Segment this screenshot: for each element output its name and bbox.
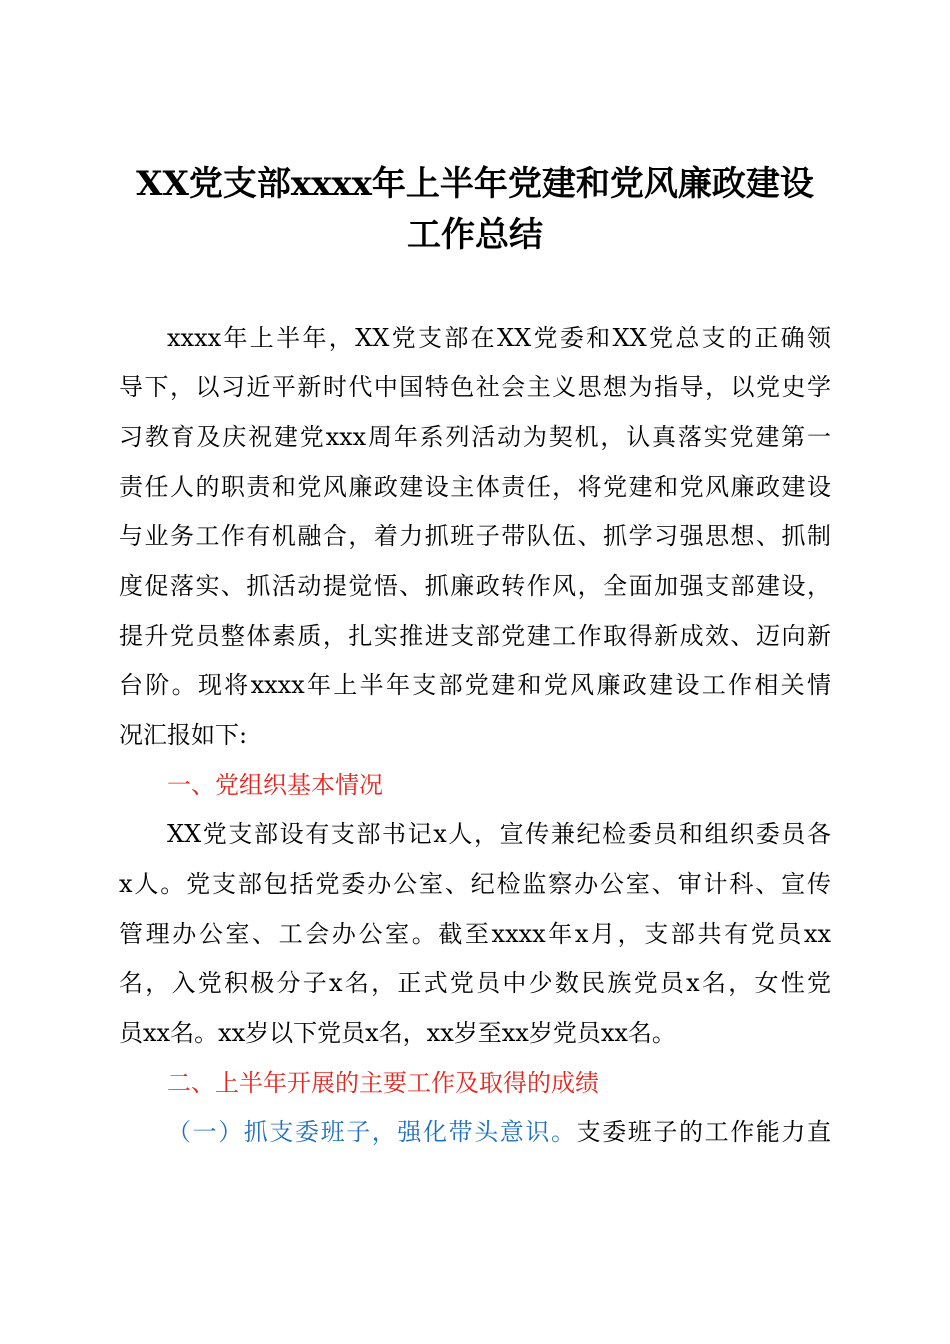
- document-title-line-2: 工作总结: [407, 215, 543, 255]
- section1-line: 名，入党积极分子x名，正式党员中少数民族党员x名，女性党: [119, 969, 831, 997]
- intro-line: 导下，以习近平新时代中国特色社会主义思想为指导，以党史学: [119, 373, 831, 401]
- section1-line: 员xx名。xx岁以下党员x名，xx岁至xx岁党员xx名。: [119, 1019, 676, 1047]
- document-title-line-1: XX党支部xxxx年上半年党建和党风廉政建设: [136, 164, 814, 204]
- section-heading-1: 一、党组织基本情况: [167, 771, 383, 799]
- section1-line: 管理办公室、工会办公室。截至xxxx年x月，支部共有党员xx: [119, 920, 831, 948]
- section1-line: x人。党支部包括党委办公室、纪检监察办公室、审计科、宣传: [119, 870, 831, 898]
- subsection-1-text: 支委班子的工作能力直: [576, 1118, 832, 1146]
- subsection-1-line: [167, 1115, 831, 1149]
- section1-line: XX党支部设有支部书记x人，宣传兼纪检委员和组织委员各: [167, 820, 831, 848]
- intro-line: 况汇报如下:: [119, 721, 248, 749]
- intro-line: 提升党员整体素质，扎实推进支部党建工作取得新成效、迈向新: [119, 622, 831, 650]
- intro-line: 与业务工作有机融合，着力抓班子带队伍、抓学习强思想、抓制: [119, 522, 831, 550]
- intro-line: 台阶。现将xxxx年上半年支部党建和党风廉政建设工作相关情: [119, 671, 831, 699]
- intro-line: 责任人的职责和党风廉政建设主体责任，将党建和党风廉政建设: [119, 473, 831, 501]
- intro-line: xxxx年上半年，XX党支部在XX党委和XX党总支的正确领: [167, 324, 831, 352]
- intro-line: 度促落实、抓活动提觉悟、抓廉政转作风，全面加强支部建设，: [119, 572, 831, 600]
- section-heading-2: 二、上半年开展的主要工作及取得的成绩: [167, 1069, 599, 1097]
- intro-line: 习教育及庆祝建党xxx周年系列活动为契机，认真落实党建第一: [119, 423, 831, 451]
- subsection-1-label: （一）抓支委班子，强化带头意识。: [167, 1118, 577, 1146]
